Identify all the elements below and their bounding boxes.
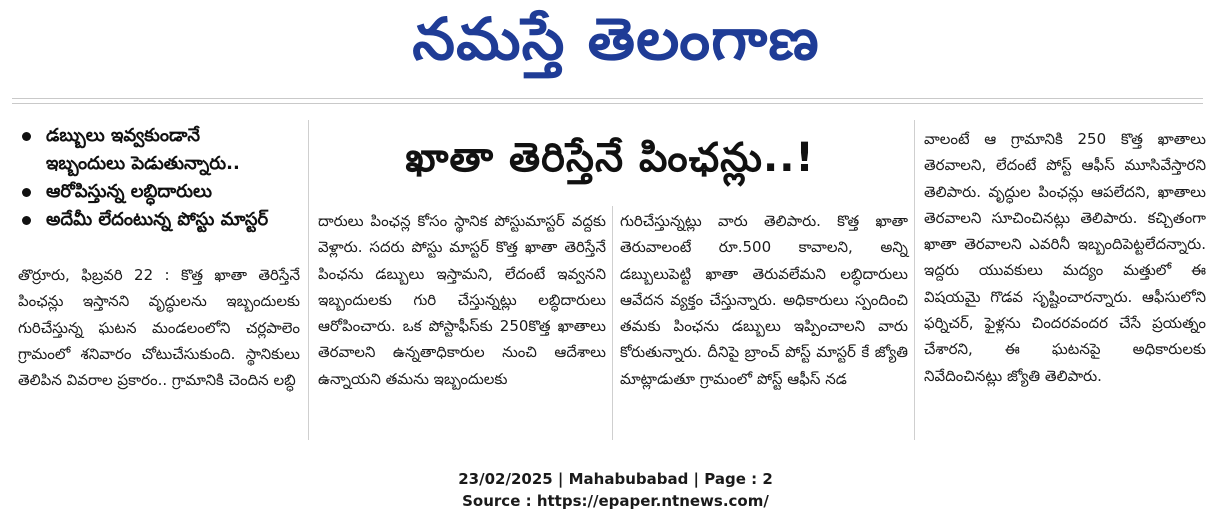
footer-source: Source : https://epaper.ntnews.com/ <box>462 492 769 510</box>
newspaper-logo: నమస్తే తెలంగాణ <box>411 5 820 73</box>
masthead-divider-secondary <box>12 103 1203 104</box>
article-column-1: తొర్రూరు, ఫిబ్రవరి 22 : కొత్త ఖాతా తెరిస్తేనే పింఛన్లు ఇస్తానని వృద్ధులను ఇబ్బందులకు గురిచేస్తున్న ఘటన మండలంలోని చర్లపాలెం గ్రామంలో శనివారం చోటుచేసుకుంది. స్థానికులు తెలిపిన వివరాల ప్రకారం.. గ్రామానికి చెందిన లబ్ధి <box>18 266 300 390</box>
bullet-item <box>18 122 303 150</box>
article-column-3: గురిచేస్తున్నట్లు వారు తెలిపారు. కొత్త ఖాతా తెరువాలంటే రూ.500 కావాలని, అన్ని డబ్బులుపెట్టి ఖాతా తెరువలేమని లబ్ధిదారులు ఆవేదన వ్యక్తం చేస్తున్నారు. అధికారులు స్పందించి తమకు పింఛను డబ్బులు ఇప్పించాలని వారు కోరుతున్నారు. దీనిపై బ్రాంచ్ పోస్ట్ మాస్టర్ కే జ్యోతి మాట్లాడుతూ గ్రామంలో పోస్ట్ ఆఫీస్ నడ <box>620 212 908 388</box>
highlight-bullets <box>18 122 303 234</box>
column-divider <box>612 206 613 440</box>
bullet-text: ఆరోపిస్తున్న లబ్ధిదారులు <box>46 181 212 202</box>
footer-date-edition: 23/02/2025 | Mahabubabad | Page : 2 <box>458 470 773 488</box>
article-column-4: వాలంటే ఆ గ్రామానికి 250 కొత్త ఖాతాలు తెరవాలని, లేదంటే పోస్ట్ ఆఫీస్ మూసివేస్తారని తెలిపారు. వృద్ధుల పింఛన్లు ఆపలేదని, ఖాతాలు తెరవాలని సూచించినట్లు తెలిపారు. కచ్చితంగా ఖాతా తెరవాలని ఎవరినీ ఇబ్బందిపెట్టలేదన్నారు. ఇద్దరు యువకులు మద్యం మత్తులో ఈ విషయమై గొడవ సృష్టించారన్నారు. ఆఫీసులోని ఫర్నిచర్, ఫైళ్లను చిందరవందర చేసే ప్రయత్నం చేశారని, ఈ ఘటనపై అధికారులకు నివేదించినట్లు జ్యోతి తెలిపారు. <box>924 130 1206 385</box>
bullet-item <box>18 206 303 234</box>
masthead-divider <box>12 98 1203 99</box>
article-column-2: దారులు పింఛన్ల కోసం స్థానిక పోస్టుమాస్టర్ వద్దకు వెళ్లారు. సదరు పోస్టు మాస్టర్ కొత్త ఖాతా తెరిస్తేనే పింఛను డబ్బులు ఇస్తామని, లేదంటే ఇవ్వనని ఇబ్బందులకు గురి చేస్తున్నట్లు లబ్ధిదారులు ఆరోపించారు. ఒక పోస్టాఫీస్‌కు 250కొత్త ఖాతాలు తెరవాలని ఉన్నతాధికారుల నుంచి ఆదేశాలు ఉన్నాయని తమను ఇబ్బందులకు <box>318 212 606 388</box>
bullet-item-continuation: ఇబ్బందులు పెడుతున్నారు.. <box>46 153 240 174</box>
article-headline: ఖాతా తెరిస్తేనే పింఛన్లు..! <box>405 135 815 181</box>
page-footer <box>0 468 1231 512</box>
column-divider <box>914 120 915 440</box>
masthead <box>0 0 1231 78</box>
bullet-text: డబ్బులు ఇవ్వకుండానే <box>46 125 200 146</box>
bullet-item <box>18 178 303 206</box>
column-divider <box>308 120 309 440</box>
bullet-text: అదేమీ లేదంటున్న పోస్టు మాస్టర్ <box>46 209 269 230</box>
